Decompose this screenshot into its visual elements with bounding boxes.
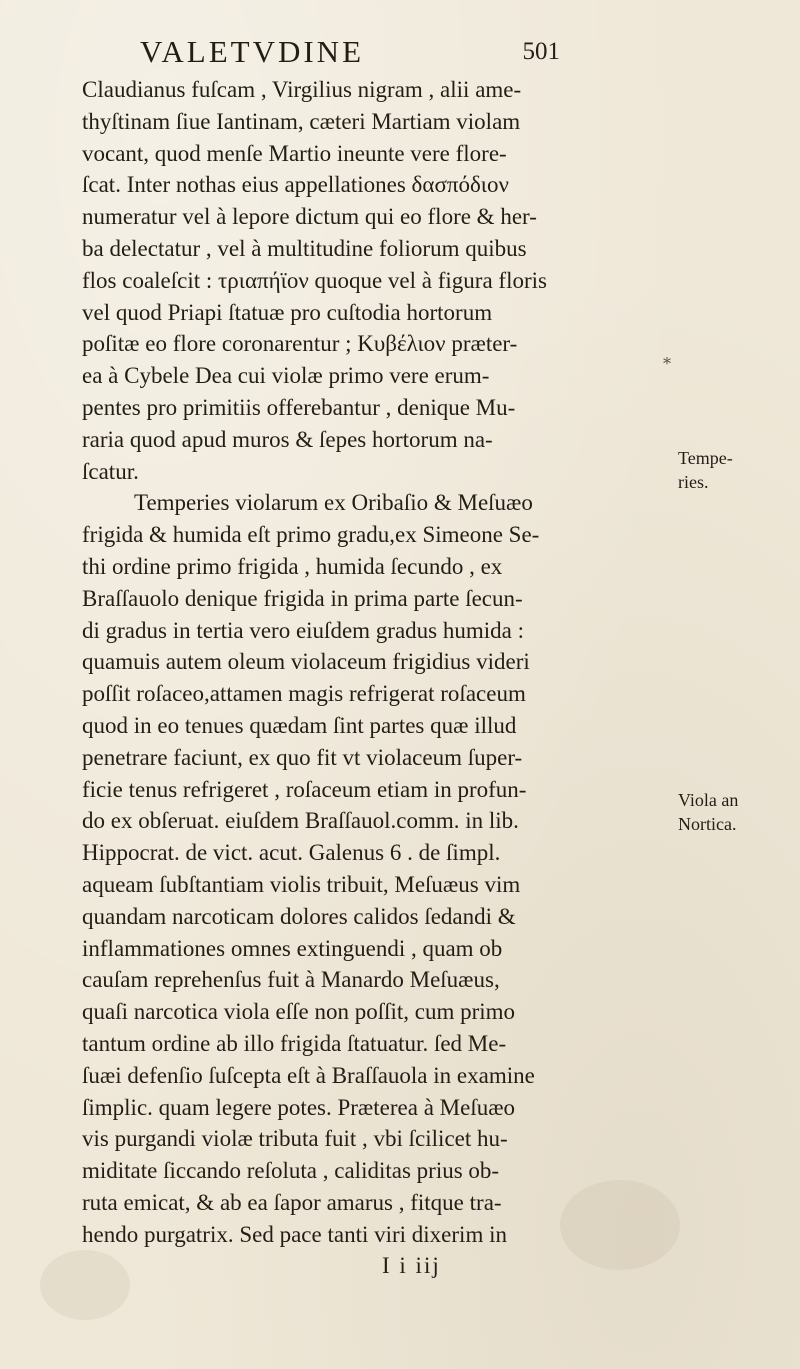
marginal-note-line: Tempe- (678, 448, 733, 468)
text-line: ſuæi defenſio ſuſcepta eſt à Braſſauola in examine (82, 1062, 535, 1088)
marginal-asterisk: * (663, 354, 671, 373)
marginal-note-temperies (678, 446, 798, 494)
text-line: hendo purgatrix. Sed pace tanti viri dixerim in (82, 1221, 507, 1247)
text-line: frigida & humida eſt primo gradu,ex Simeone Se- (82, 522, 540, 548)
text-line: ba delectatur , vel à multitudine foliorum quibus (82, 235, 527, 261)
text-line: vis purgandi violæ tributa fuit , vbi ſcilicet hu- (82, 1126, 508, 1152)
text-line: numeratur vel à lepore dictum qui eo flore & her- (82, 204, 537, 230)
text-line: ea à Cybele Dea cui violæ primo vere erum- (82, 363, 490, 389)
text-line: quamuis autem oleum violaceum frigidius videri (82, 649, 530, 675)
marginal-note-line: Viola an (678, 790, 739, 810)
text-line: flos coaleſcit : τριαπήϊον quoque vel à figura floris (82, 267, 547, 293)
text-line: thi ordine primo frigida , humida ſecundo , ex (82, 553, 503, 579)
text-line: Hippocrat. de vict. acut. Galenus 6 . de ſimpl. (82, 840, 501, 866)
text-line: quaſi narcotica viola eſſe non poſſit, cum primo (82, 999, 516, 1025)
text-line: do ex obſeruat. eiuſdem Braſſauol.comm. in lib. (82, 808, 519, 834)
text-line: ruta emicat, & ab ea ſapor amarus , fitque tra- (82, 1189, 502, 1215)
text-line: ſimplic. quam legere potes. Præterea à Meſuæo (82, 1094, 516, 1120)
main-text-block (82, 74, 572, 1282)
running-title: VALETVDINE (140, 34, 365, 69)
text-line: vel quod Priapi ſtatuæ pro cuſtodia hortorum (82, 299, 493, 325)
text-line: Braſſauolo denique frigida in prima parte ſecun- (82, 585, 523, 611)
text-line: raria quod apud muros & ſepes hortorum na- (82, 426, 493, 452)
marginal-note-line: ries. (678, 472, 709, 492)
text-line: ſcatur. (82, 458, 139, 484)
text-line: quod in eo tenues quædam ſint partes quæ illud (82, 712, 517, 738)
text-line: miditate ſiccando reſoluta , caliditas prius ob- (82, 1158, 500, 1184)
text-line: penetrare faciunt, ex quo fit vt violaceum ſuper- (82, 744, 523, 770)
text-line: di gradus in tertia vero eiuſdem gradus humida : (82, 617, 524, 643)
text-line: ſcat. Inter nothas eius appellationes δασπόδιον (82, 172, 509, 198)
marginal-note-viola (678, 788, 798, 836)
paper-stain (560, 1180, 680, 1270)
text-line: thyſtinam ſiue Iantinam, cæteri Martiam violam (82, 108, 521, 134)
text-line: inflammationes omnes extinguendi , quam ob (82, 935, 503, 961)
text-line: ficie tenus refrigeret , roſaceum etiam in profun- (82, 776, 527, 802)
text-line: cauſam reprehenſus fuit à Manardo Meſuæus, (82, 967, 500, 993)
text-line: quandam narcoticam dolores calidos ſedandi & (82, 903, 516, 929)
marginal-note-line: Nortica. (678, 814, 737, 834)
text-line: tantum ordine ab illo frigida ſtatuatur. ſed Me- (82, 1030, 507, 1056)
text-line: poſſit roſaceo,attamen magis refrigerat roſaceum (82, 681, 526, 707)
text-line: Claudianus fuſcam , Virgilius nigram , alii ame- (82, 77, 522, 102)
text-line: pentes pro primitiis offerebantur , denique Mu- (82, 394, 516, 420)
text-line: vocant, quod menſe Martio ineunte vere flore- (82, 140, 507, 166)
text-line: poſitæ eo flore coronarentur ; Κυβέλιον præter- (82, 331, 518, 357)
signature-mark: I i iij (382, 1253, 441, 1279)
running-header (110, 34, 560, 74)
text-line: aqueam ſubſtantiam violis tribuit, Meſuæus vim (82, 871, 521, 897)
page-number: 501 (522, 38, 560, 65)
paragraph-start-line: Temperies violarum ex Oribaſio & Meſuæo (134, 490, 533, 516)
